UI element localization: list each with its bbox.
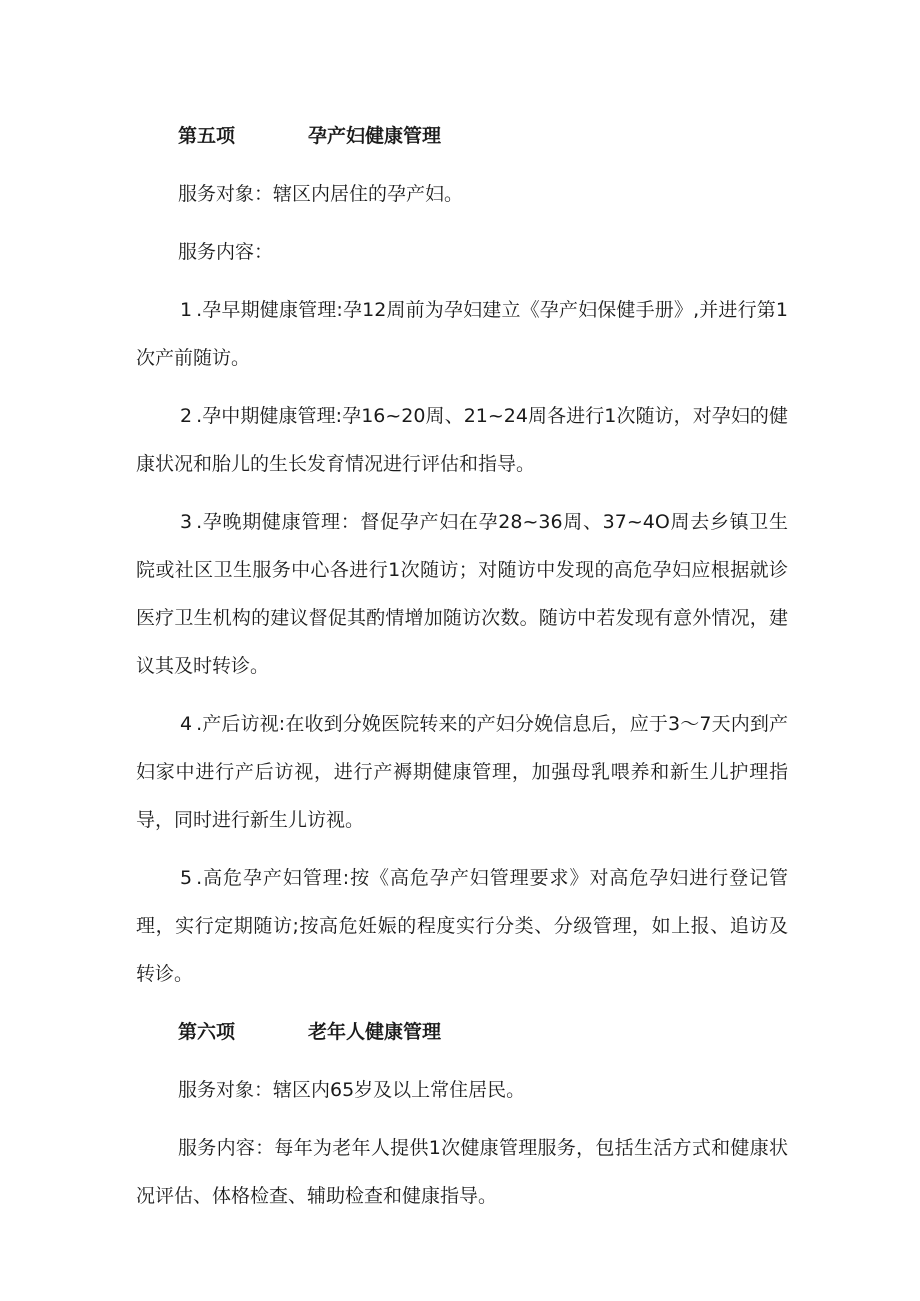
list-item — [136, 392, 788, 488]
section-number: 第六项 — [178, 1021, 236, 1043]
list-item-index: 1 — [180, 299, 193, 321]
list-item-index: 5 — [180, 867, 193, 889]
section-title: 孕产妇健康管理 — [308, 125, 442, 147]
list-item-text: .产后访视:在收到分娩医院转来的产妇分娩信息后，应于3〜7天内到产妇家中进行产后访视，进行产褥期健康管理，加强母乳喂养和新生儿护理指导，同时进行新生儿访视。 — [136, 713, 788, 831]
list-item — [136, 286, 788, 382]
service-content: 服务内容：每年为老年人提供1次健康管理服务，包括生活方式和健康状况评估、体格检查、辅助检查和健康指导。 — [136, 1137, 788, 1207]
section-heading-5 — [178, 112, 788, 160]
list-item-text: .孕中期健康管理:孕16~20周、21~24周各进行1次随访，对孕妇的健康状况和胎儿的生长发育情况进行评估和指导。 — [136, 405, 788, 475]
list-item-index: 2 — [180, 405, 193, 427]
section-heading-6 — [178, 1008, 788, 1056]
service-target: 服务对象：辖区内65岁及以上常住居民。 — [178, 1079, 526, 1101]
list-item-index: 3 — [180, 511, 193, 533]
service-content-label: 服务内容： — [178, 241, 274, 263]
list-item-index: 4 — [180, 713, 193, 735]
list-item — [136, 854, 788, 998]
service-target: 服务对象：辖区内居住的孕产妇。 — [178, 183, 464, 205]
section-title: 老年人健康管理 — [308, 1021, 442, 1043]
list-item-text: .高危孕产妇管理:按《高危孕产妇管理要求》对高危孕妇进行登记管理，实行定期随访;按高危妊娠的程度实行分类、分级管理，如上报、追访及转诊。 — [136, 867, 788, 985]
list-item — [136, 700, 788, 844]
list-item-text: .孕早期健康管理:孕12周前为孕妇建立《孕产妇保健手册》,并进行第1次产前随访。 — [136, 299, 788, 369]
section-number: 第五项 — [178, 125, 236, 147]
list-item — [136, 498, 788, 690]
list-item-text: .孕晚期健康管理：督促孕产妇在孕28~36周、37~4O周去乡镇卫生院或社区卫生服务中心各进行1次随访；对随访中发现的高危孕妇应根据就诊医疗卫生机构的建议督促其酌情增加随访次数。随访中若发现有意外情况，建议其及时转诊。 — [136, 511, 788, 677]
